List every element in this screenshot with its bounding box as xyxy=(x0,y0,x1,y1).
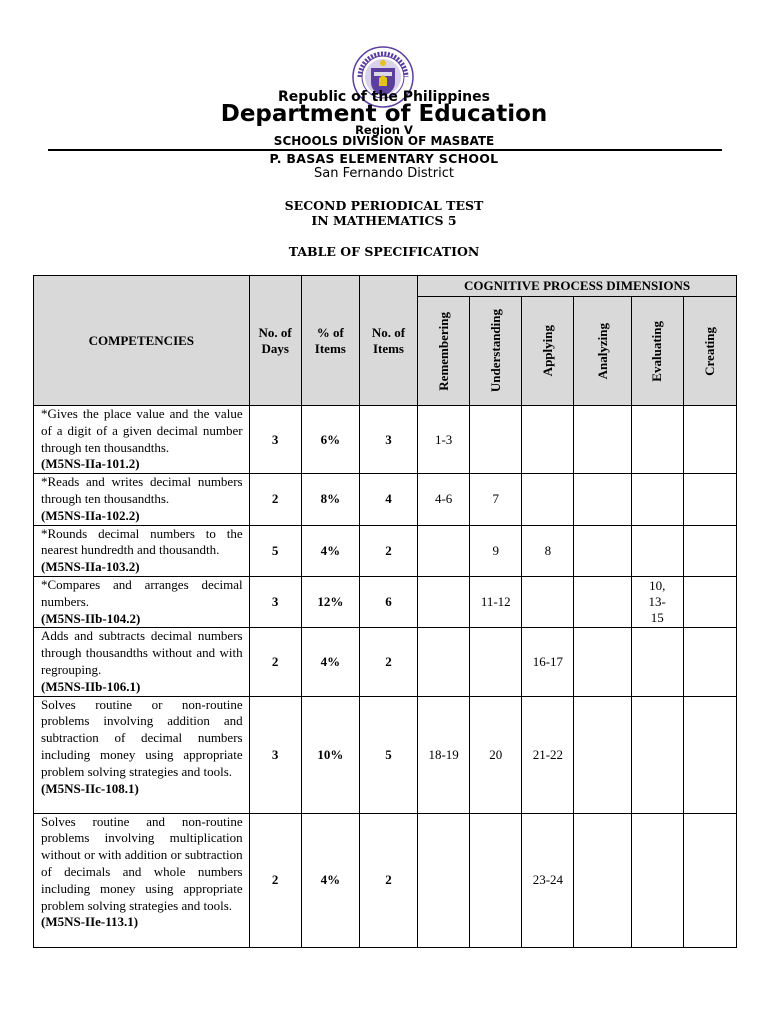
percent-cell: 10% xyxy=(301,696,359,813)
table-title: TABLE OF SPECIFICATION xyxy=(288,244,480,259)
items-cell: 2 xyxy=(359,525,417,576)
evaluating-cell xyxy=(631,525,683,576)
items-cell: 2 xyxy=(359,813,417,947)
competency-cell xyxy=(34,696,250,813)
understanding-cell xyxy=(470,406,522,474)
days-cell: 2 xyxy=(249,813,301,947)
header-remembering xyxy=(418,297,470,406)
remembering-cell: 1-3 xyxy=(418,406,470,474)
understanding-cell: 11-12 xyxy=(470,576,522,627)
header-creating-label: Creating xyxy=(701,326,717,376)
competency-cell xyxy=(34,525,250,576)
competency-code: (M5NS-IIa-103.2) xyxy=(41,559,140,575)
understanding-cell xyxy=(470,813,522,947)
competency-code: (M5NS-IIb-104.2) xyxy=(41,610,141,626)
competency-code: (M5NS-IIa-102.2) xyxy=(41,507,140,523)
table-row xyxy=(34,628,737,696)
remembering-cell xyxy=(418,628,470,696)
table-row xyxy=(34,696,737,813)
table-row xyxy=(34,525,737,576)
evaluating-cell xyxy=(631,813,683,947)
remembering-cell xyxy=(418,525,470,576)
header-competencies: COMPETENCIES xyxy=(34,276,250,406)
analyzing-cell xyxy=(574,474,631,525)
applying-cell xyxy=(522,576,574,627)
header-applying-label: Applying xyxy=(539,325,555,377)
header-remembering-label: Remembering xyxy=(435,311,451,391)
table-row xyxy=(34,576,737,627)
region-line: Region V xyxy=(355,123,413,137)
understanding-cell: 9 xyxy=(470,525,522,576)
applying-cell xyxy=(522,474,574,525)
creating-cell xyxy=(683,628,736,696)
republic-line: Republic of the Philippines xyxy=(278,89,490,105)
test-subject: IN MATHEMATICS 5 xyxy=(311,213,457,228)
percent-cell: 4% xyxy=(301,813,359,947)
competency-cell xyxy=(34,628,250,696)
competency-cell xyxy=(34,474,250,525)
header-percent: % of Items xyxy=(301,276,359,406)
evaluating-cell xyxy=(631,406,683,474)
header-applying xyxy=(522,297,574,406)
competency-text: Solves routine and non-routine problems involving multiplication without or with addition or subtraction of decimals and whole numbers including money using appropriate problem solving strategies and tools. xyxy=(41,813,243,913)
header-evaluating-label: Evaluating xyxy=(649,320,665,382)
evaluating-cell xyxy=(631,696,683,813)
days-cell: 2 xyxy=(249,474,301,525)
competency-cell xyxy=(34,406,250,474)
percent-cell: 12% xyxy=(301,576,359,627)
department-title: Department of Education xyxy=(220,101,548,127)
days-cell: 3 xyxy=(249,696,301,813)
analyzing-cell xyxy=(574,576,631,627)
competency-code: (M5NS-IIa-101.2) xyxy=(41,456,140,472)
creating-cell xyxy=(683,525,736,576)
understanding-cell: 20 xyxy=(470,696,522,813)
items-cell: 4 xyxy=(359,474,417,525)
evaluating-cell: 10, 13-15 xyxy=(631,576,683,627)
competency-code: (M5NS-IIc-108.1) xyxy=(41,780,139,796)
analyzing-cell xyxy=(574,628,631,696)
applying-cell: 23-24 xyxy=(522,813,574,947)
creating-cell xyxy=(683,813,736,947)
applying-cell: 8 xyxy=(522,525,574,576)
understanding-cell xyxy=(470,628,522,696)
percent-cell: 8% xyxy=(301,474,359,525)
items-cell: 2 xyxy=(359,628,417,696)
percent-cell: 4% xyxy=(301,628,359,696)
applying-cell: 21-22 xyxy=(522,696,574,813)
competency-text: Solves routine or non-routine problems involving addition and subtraction of decimal numbers including money using appropriate problem solving strategies and tools. xyxy=(41,696,243,779)
header-analyzing xyxy=(574,297,631,406)
test-title: SECOND PERIODICAL TEST xyxy=(284,198,484,213)
competency-text: *Reads and writes decimal numbers through ten thousandths. xyxy=(41,474,243,506)
table-row xyxy=(34,474,737,525)
evaluating-cell xyxy=(631,474,683,525)
creating-cell xyxy=(683,576,736,627)
header-analyzing-label: Analyzing xyxy=(594,322,610,380)
analyzing-cell xyxy=(574,406,631,474)
days-cell: 3 xyxy=(249,576,301,627)
analyzing-cell xyxy=(574,696,631,813)
district-name: San Fernando District xyxy=(314,166,454,181)
evaluating-cell xyxy=(631,628,683,696)
division-line: SCHOOLS DIVISION OF MASBATE xyxy=(273,134,495,148)
table-row xyxy=(34,406,737,474)
remembering-cell: 18-19 xyxy=(418,696,470,813)
items-cell: 5 xyxy=(359,696,417,813)
header-items: No. of Items xyxy=(359,276,417,406)
percent-cell: 4% xyxy=(301,525,359,576)
header-cognitive-dimensions: COGNITIVE PROCESS DIMENSIONS xyxy=(418,276,737,297)
competency-text: *Rounds decimal numbers to the nearest hundredth and thousandth. xyxy=(41,525,243,558)
applying-cell: 16-17 xyxy=(522,628,574,696)
items-cell: 6 xyxy=(359,576,417,627)
percent-cell: 6% xyxy=(301,406,359,474)
remembering-cell xyxy=(418,813,470,947)
items-cell: 3 xyxy=(359,406,417,474)
specification-table xyxy=(33,275,737,948)
remembering-cell xyxy=(418,576,470,627)
competency-code: (M5NS-IIb-106.1) xyxy=(41,678,141,694)
header-creating xyxy=(683,297,736,406)
analyzing-cell xyxy=(574,813,631,947)
header-days: No. of Days xyxy=(249,276,301,406)
competency-cell xyxy=(34,813,250,947)
competency-text: Adds and subtracts decimal numbers through thousandths without and with regrouping. xyxy=(41,628,243,677)
competency-code: (M5NS-IIe-113.1) xyxy=(41,914,139,930)
creating-cell xyxy=(683,474,736,525)
understanding-cell: 7 xyxy=(470,474,522,525)
header-understanding-label: Understanding xyxy=(487,309,503,393)
remembering-cell: 4-6 xyxy=(418,474,470,525)
analyzing-cell xyxy=(574,525,631,576)
competency-text: *Compares and arranges decimal numbers. xyxy=(41,576,243,609)
days-cell: 3 xyxy=(249,406,301,474)
table-row xyxy=(34,813,737,947)
header-evaluating xyxy=(631,297,683,406)
header-understanding xyxy=(470,297,522,406)
school-name: P. BASAS ELEMENTARY SCHOOL xyxy=(269,151,499,166)
applying-cell xyxy=(522,406,574,474)
days-cell: 5 xyxy=(249,525,301,576)
days-cell: 2 xyxy=(249,628,301,696)
competency-cell xyxy=(34,576,250,627)
creating-cell xyxy=(683,406,736,474)
competency-text: *Gives the place value and the value of a digit of a given decimal number through ten thousandths. xyxy=(41,406,243,455)
creating-cell xyxy=(683,696,736,813)
